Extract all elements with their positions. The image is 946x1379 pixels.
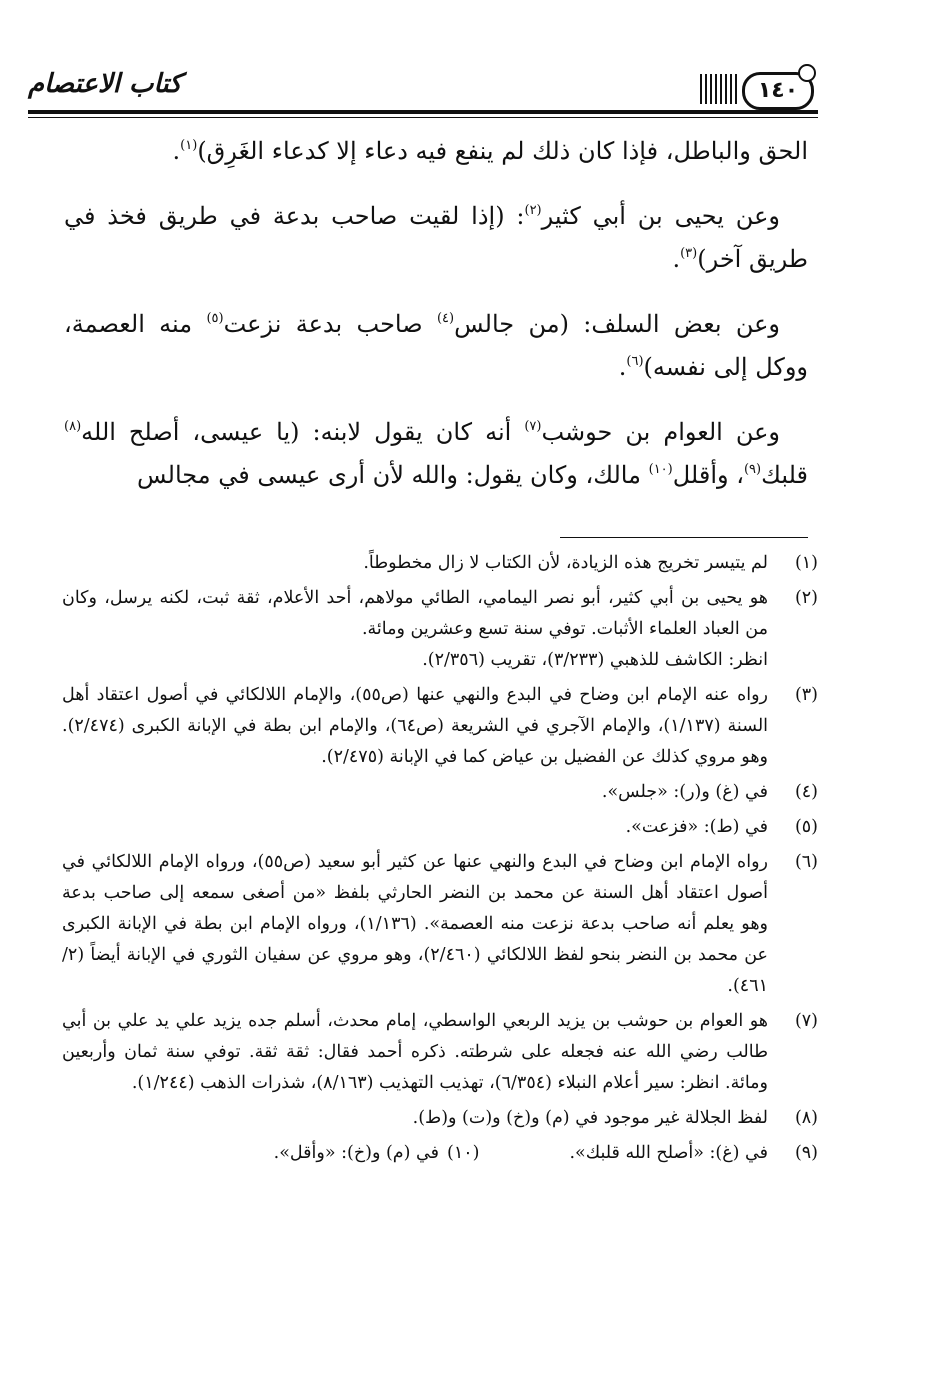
footnote-number: (٤) [794, 782, 818, 802]
text: قلبك [761, 461, 808, 489]
footnote-item [62, 777, 818, 808]
footnote-item [62, 812, 818, 843]
paragraph-1 [64, 130, 808, 173]
footnote-item [62, 680, 818, 773]
footnote-separator [560, 537, 808, 538]
footnote-line: هو العوام بن حوشب بن يزيد الربعي الواسطي، إمام محدث، أسلم جده يزيد علي يد علي بن أبي طالب رضي الله عنه فجعله على شرطته. ذكره أحمد فقال: ثقة ثقة. توفي سنة ثمان وأربعين ومائة. انظر: سير أعلام النبلاء (٦/٣٥٤)، تهذيب التهذيب (٨/١٦٣)، شذرات الذهب (١/٢٤٤). [62, 1011, 768, 1093]
footnote-ref[interactable]: (٥) [206, 311, 224, 326]
footnote-number: (٥) [794, 817, 818, 837]
footnote-ref[interactable]: (٩) [743, 462, 762, 477]
footnote-line: انظر: الكاشف للذهبي (٣/٢٣٣)، تقريب (٢/٣٥٦). [422, 650, 768, 670]
footnote-item [62, 548, 818, 579]
text: . [618, 353, 627, 381]
text: الحق والباطل، فإذا كان ذلك لم ينفع فيه دعاء إلا كدعاء الغَرِق) [197, 137, 808, 165]
footnote-ref[interactable]: (٣) [680, 246, 698, 261]
footnote-line: هو يحيى بن أبي كثير، أبو نصر اليمامي، الطائي مولاهم، أحد الأعلام، ثقة ثبت، لكنه يرسل، وكان من العباد العلماء الأثبات. توفي سنة تسع وعشرين ومائة. [62, 588, 768, 639]
footnote-ref[interactable]: (٨) [64, 419, 82, 434]
spacer [479, 1138, 569, 1169]
footnote-number: (١٠) [446, 1143, 480, 1163]
ornament-bars [700, 74, 740, 104]
text: أنه كان يقول لابنه: (يا عيسى، أصلح الله [81, 418, 525, 446]
footnote-line: رواه عنه الإمام ابن وضاح في البدع والنهي عنها (ص٥٥)، والإمام اللالكائي في أصول اعتقاد أهل السنة (١/١٣٧)، والإمام الآجري في الشريعة (ص٦٤)، والإمام ابن بطة في الإبانة الكبرى (٢/٤٧٤). وهو مروي كذلك عن الفضيل بن عياض كما في الإبانة (٢/٤٧٥). [62, 685, 769, 767]
footnote-number: (٢) [794, 588, 818, 608]
footnote-text [62, 680, 768, 773]
paragraph-4 [64, 411, 808, 497]
footnote-text: في (م) و(خ): «وأقل». [273, 1143, 439, 1163]
footnote-item [62, 583, 818, 676]
footnote-number: (١) [794, 553, 818, 573]
footnote-number: (٨) [794, 1108, 818, 1128]
footnote-text [62, 1006, 768, 1099]
paragraph-2 [64, 195, 808, 281]
text: . [172, 137, 181, 165]
text: مالك، وكان يقول: والله لأن أرى عيسى في مجالس [137, 461, 649, 489]
footnote-item [62, 1006, 818, 1099]
footnote-text [62, 847, 768, 1002]
text: ، وأقلل [672, 461, 744, 489]
footnote-text [62, 583, 768, 676]
footnote-line: في (ط): «فزعت». [625, 817, 768, 837]
footnote-line: لم يتيسر تخريج هذه الزيادة، لأن الكتاب لا زال مخطوطاً. [363, 553, 768, 573]
footnotes [62, 548, 818, 1169]
footnote-line: لفظ الجلالة غير موجود في (م) و(خ) و(ت) و(ط). [412, 1108, 768, 1128]
footnote-ref[interactable]: (١) [180, 138, 198, 153]
footnote-ref[interactable]: (٤) [436, 311, 455, 326]
text: وعن يحيى بن أبي كثير [541, 202, 780, 230]
footnote-line: في (غ) و(ر): «جلس». [601, 782, 768, 802]
footnote-item [62, 1103, 818, 1134]
header-rule-thin [28, 117, 818, 118]
footnote-number: (٧) [794, 1011, 818, 1031]
footnote-ref[interactable]: (٦) [626, 354, 644, 369]
footnote-ref[interactable]: (٢) [524, 203, 542, 218]
text: صاحب بدعة نزعت [223, 310, 437, 338]
text: وعن بعض السلف: (من جالس [454, 310, 780, 338]
footnote-number: (٩) [794, 1143, 818, 1163]
footnote-text [62, 812, 768, 843]
paragraph-3 [64, 303, 808, 389]
footnote-text: في (غ): «أصلح الله قلبك». [569, 1143, 768, 1163]
page-number-ornament [700, 72, 810, 106]
footnote-number: (٦) [794, 852, 818, 872]
footnote-ref[interactable]: (١٠) [648, 462, 673, 477]
ornament-curl [798, 64, 816, 82]
main-text [64, 130, 808, 519]
header-rule [28, 110, 818, 114]
footnote-text [62, 548, 768, 579]
footnote-ref[interactable]: (٧) [524, 419, 542, 434]
footnote-text [62, 1103, 768, 1134]
text: وعن العوام بن حوشب [541, 418, 780, 446]
footnote-item [62, 1138, 818, 1169]
page-number: ١٤٠ [742, 72, 814, 110]
footnote-item [62, 847, 818, 1002]
text: : (إذا لقيت صاحب بدعة في طريق فخذ في طريق آخر) [64, 202, 808, 273]
text: منه العصمة، ووكل إلى نفسه) [64, 310, 808, 381]
footnote-number: (٣) [794, 685, 818, 705]
text: . [672, 245, 681, 273]
footnote-text [62, 777, 768, 808]
book-title: كتاب الاعتصام [28, 69, 182, 99]
footnote-line: رواه الإمام ابن وضاح في البدع والنهي عنها عن كثير أبو سعيد (ص٥٥)، ورواه الإمام اللالكائي في أصول اعتقاد أهل السنة عن محمد بن النضر الحارثي بلفظ «من أصغى سمعه إلى صاحب بدعة وهو يعلم أنه صاحب بدعة نزعت منه العصمة». (١/١٣٦)، ورواه الإمام ابن بطة في الإبانة الكبرى عن محمد بن النضر بنحو لفظ اللالكائي (٢/٤٦٠)، وهو مروي عن سفيان الثوري في الإبانة أيضاً (٢/ ٤٦١). [62, 852, 768, 996]
